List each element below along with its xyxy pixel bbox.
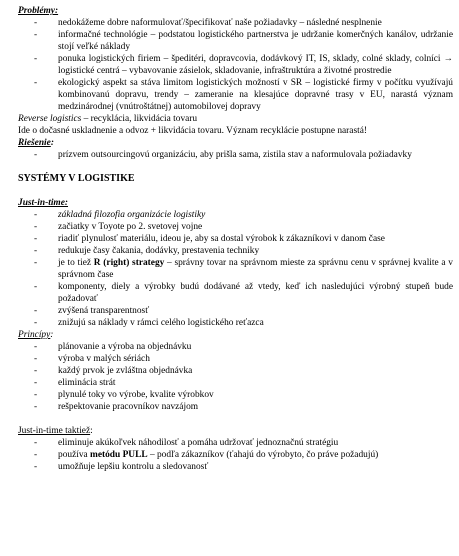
section-title: SYSTÉMY V LOGISTIKE bbox=[18, 173, 135, 184]
solution-heading: Riešenie bbox=[18, 138, 51, 148]
list-item: - umožňuje lepšiu kontrolu a sledovanosť bbox=[18, 461, 453, 473]
solution-heading-line bbox=[18, 137, 453, 149]
list-item: - rešpektovanie pracovníkov navzájom bbox=[18, 401, 453, 413]
list-item: - komponenty, diely a výrobky budú dodávané až vtedy, keď ich nasledujúci výrobný stupeň bude požadovať bbox=[18, 281, 453, 305]
principles-colon: : bbox=[50, 330, 54, 340]
list-item: - nedokážeme dobre naformulovať/špecifikovať naše požiadavky – následné nesplnenie bbox=[18, 17, 453, 29]
r-strategy-pre: je to tiež bbox=[58, 258, 94, 268]
r-strategy-term: R (right) strategy bbox=[93, 258, 165, 268]
pull-method-term: metódu PULL bbox=[90, 450, 148, 460]
list-item: - znižujú sa náklady v rámci celého logistického reťazca bbox=[18, 317, 453, 329]
list-item: - zvýšená transparentnosť bbox=[18, 305, 453, 317]
list-item: - plynulé toky vo výrobe, kvalite výrobkov bbox=[18, 389, 453, 401]
principles-heading-line bbox=[18, 329, 453, 341]
pull-method-post: – podľa zákazníkov (ťahajú do výrobyto, čo práve požadujú) bbox=[147, 450, 379, 460]
reverse-logistics-term: Reverse logistics bbox=[18, 114, 82, 124]
reverse-logistics-line bbox=[18, 113, 453, 125]
list-item: - základná filozofia organizácie logistiky bbox=[18, 209, 453, 221]
reverse-logistics-definition: – recyklácia, likvidácia tovaru bbox=[81, 114, 198, 124]
reverse-logistics-note: Ide o dočasné uskladnenie a odvoz + likvidácia tovaru. Význam recyklácie postupne narastá! bbox=[18, 126, 367, 136]
list-item: - informačné technológie – podstatou logistického partnerstva je udržanie komerčných kanálov, udržanie stojí veľké náklady bbox=[18, 29, 453, 53]
problems-heading: Problémy: bbox=[18, 6, 59, 16]
list-item: - výroba v malých sériách bbox=[18, 353, 453, 365]
solution-list bbox=[18, 149, 453, 161]
list-item: - riadiť plynulosť materiálu, ideou je, aby sa dostal výrobok k zákazníkovi v danom čase bbox=[18, 233, 453, 245]
r-strategy-post: – správny tovar na správnom mieste za správnu cenu v správnej kvalite a v správnom čase bbox=[58, 258, 453, 280]
list-item: - redukuje časy čakania, dodávky, prestavenia techniky bbox=[18, 245, 453, 257]
jit-list bbox=[18, 209, 453, 329]
jit-heading: Just-in-time: bbox=[18, 198, 69, 208]
list-item: - začiatky v Toyote po 2. svetovej vojne bbox=[18, 221, 453, 233]
pull-method-pre: používa bbox=[58, 450, 91, 460]
list-item: - prízvem outsourcingovú organizáciu, aby prišla sama, zistila stav a naformulovala požiadavky bbox=[18, 149, 453, 161]
problems-list bbox=[18, 17, 453, 113]
list-item: - ponuka logistických firiem – špeditéri, dopravcovia, dodávkový IT, IS, sklady, colné sklady, colníci → logistické centrá – vybavovanie zásielok, skladovanie, infraštruktúra a životné prostredie bbox=[18, 53, 453, 77]
list-item: - plánovanie a výroba na objednávku bbox=[18, 341, 453, 353]
principles-list bbox=[18, 341, 453, 413]
list-item: - eliminácia strát bbox=[18, 377, 453, 389]
list-item: - každý prvok je zvláštna objednávka bbox=[18, 365, 453, 377]
jit-also-list bbox=[18, 437, 453, 473]
jit-also-heading: Just-in-time taktiež bbox=[18, 426, 91, 436]
solution-colon: : bbox=[50, 138, 54, 148]
principles-heading: Princípy bbox=[18, 330, 51, 340]
jit-also-colon: : bbox=[90, 426, 93, 436]
list-item: - ekologický aspekt sa stáva limitom logistických možností v SR – logistické firmy v počítku využívajú kombinovanú dopravu, trendy – zameranie na klesajúce dopravné trasy v EU, narastá význam medzinárodnej (vnútroštátnej) automobilovej dopravy bbox=[18, 77, 453, 113]
list-item bbox=[18, 449, 453, 461]
list-item: - eliminuje akúkoľvek náhodilosť a pomáha udržovať jednoznačnú stratégiu bbox=[18, 437, 453, 449]
list-item bbox=[18, 257, 453, 281]
jit-also-heading-line bbox=[18, 425, 453, 437]
